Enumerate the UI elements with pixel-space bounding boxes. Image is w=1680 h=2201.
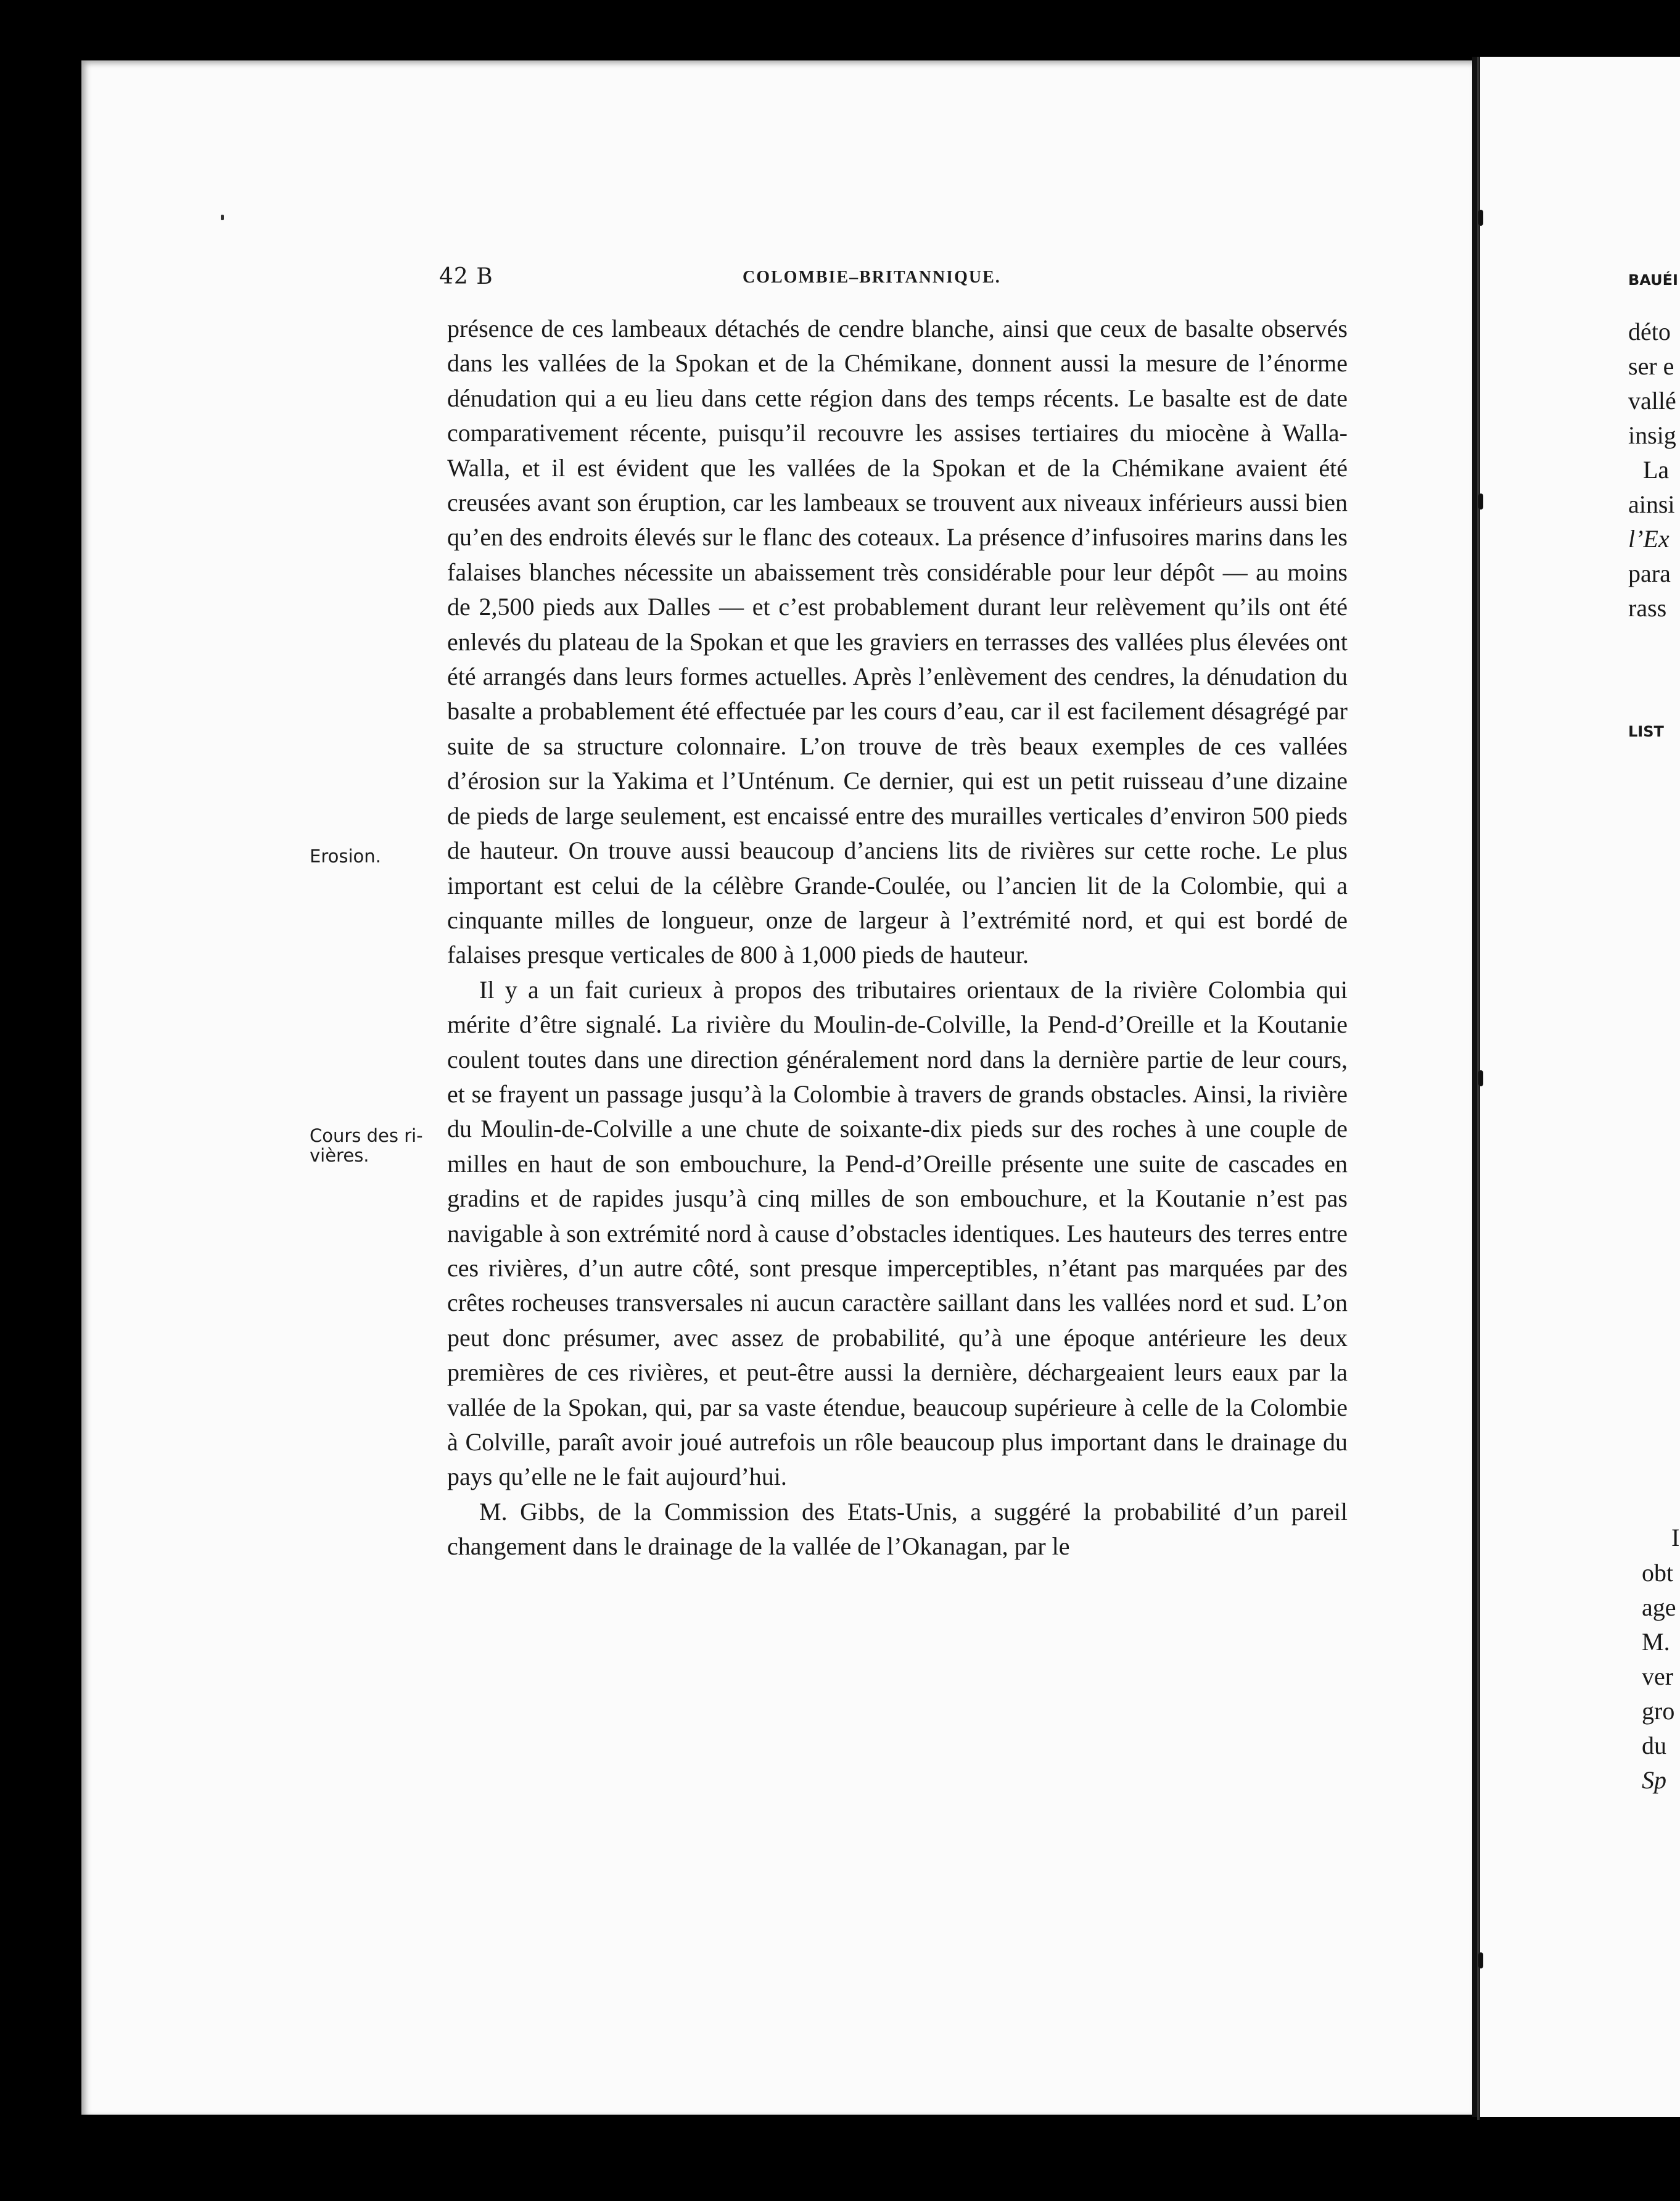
right-page-fragment: insig <box>1628 421 1676 449</box>
right-page-fragment: BAUÉI <box>1628 271 1678 289</box>
right-page-fragment: age <box>1642 1593 1676 1621</box>
right-page-fragment: Sp <box>1642 1766 1666 1794</box>
right-page-fragment: l’Ex <box>1628 525 1670 553</box>
right-page-fragment: para <box>1628 560 1671 587</box>
page-number: 42 B <box>439 264 493 289</box>
ink-speck <box>221 215 224 220</box>
binding-mark <box>1478 493 1483 510</box>
page-edge <box>1472 57 1477 2117</box>
binding-mark <box>1478 1070 1483 1086</box>
right-page-fragment: du <box>1642 1732 1666 1759</box>
right-page-fragment: vallé <box>1628 387 1676 415</box>
right-page-fragment: I <box>1671 1524 1680 1551</box>
right-page-fragment: déto <box>1628 318 1671 345</box>
right-page-fragment: rass <box>1628 594 1667 622</box>
right-page-fragment: obt <box>1642 1559 1674 1587</box>
right-page-fragment: gro <box>1642 1697 1675 1725</box>
binding-mark <box>1478 1952 1483 1968</box>
margin-note-cours-des-rivieres: Cours des ri- vières. <box>310 1125 423 1166</box>
paragraph: présence de ces lambeaux détachés de cendre blanche, ainsi que ceux de basalte observés dans les vallées de la Spokan et de la Chémikane, donnent aussi la mesure de l’énorme dénudation qui a eu lieu dans cette région dans des temps récents. Le basalte est de date comparativement récente, puisqu’il recouvre les assises tertiaires du miocène à Walla-Walla, et il est évident que les vallées de la Spokan et de la Chémikane avaient été creusées avant son éruption, car les lambeaux se trouvent aux niveaux inférieurs aussi bien qu’en des endroits élevés sur le flanc des coteaux. La présence d’infusoires marins dans les falaises blanches nécessite un abaissement très considérable pour leur dépôt — au moins de 2,500 pieds aux Dalles — et c’est probablement durant leur relèvement qu’ils ont été enlevés du plateau de la Spokan et que les graviers en terrasses des vallées plus élevées ont été arrangés dans leurs formes actuelles. Après l’enlèvement des cendres, la dénudation du basalte a probablement été effectuée par les cours d’eau, car il est facilement désagrégé par suite de sa structure colonnaire. L’on trouve de très beaux exemples de ces vallées d’érosion sur la Yakima et l’Unténum. Ce dernier, qui est un petit ruisseau d’une dizaine de pieds de large seulement, est encaissé entre des murailles verticales d’environ 500 pieds de hauteur. On trouve aussi beaucoup d’anciens lits de rivières sur cette roche. Le plus important est celui de la célèbre Grande-Coulée, ou l’ancien lit de la Colombie, qui a cinquante milles de longueur, onze de largeur à l’extrémité nord, et qui est bordé de falaises presque verticales de 800 à 1,000 pieds de hauteur. <box>447 315 1348 969</box>
paragraph: Il y a un fait curieux à propos des tributaires orientaux de la rivière Colombia qui mérite d’être signalé. La rivière du Moulin-de-Colville, la Pend-d’Oreille et la Koutanie coulent toutes dans une direction généralement nord dans la dernière partie de leur cours, et se frayent un passage jusqu’à la Colombie à travers de grands obstacles. Ainsi, la rivière du Moulin-de-Colville a une chute de soixante-dix pieds sur des roches à une couple de milles en haut de son embouchure, la Pend-d’Oreille présente une suite de cascades en gradins et de rapides jusqu’à cinq milles de son embouchure, et la Koutanie n’est pas navigable à son extrémité nord à cause d’obstacles identiques. Les hauteurs des terres entre ces rivières, d’un autre côté, sont presque imperceptibles, n’étant pas marquées par des crêtes rocheuses transversales ni aucun caractère saillant dans les vallées nord et sud. L’on peut donc présumer, avec assez de probabilité, qu’à une époque antérieure les deux premières de ces rivières, et peut-être aussi la dernière, déchargeaient leurs eaux par la vallée de la Spokan, qui, par sa vaste étendue, beaucoup supérieure à celle de la Colombie à Colville, paraît avoir joué autrefois un rôle beaucoup plus important dans le drainage du pays qu’elle ne le fait aujourd’hui. <box>447 975 1348 1491</box>
right-page-fragment: M. <box>1642 1628 1670 1656</box>
right-page-fragment: ainsi <box>1628 490 1675 518</box>
right-page-fragment: ver <box>1642 1662 1674 1690</box>
right-page-fragment: ser e <box>1628 352 1674 380</box>
paragraph: M. Gibbs, de la Commission des Etats-Unis, a suggéré la probabilité d’un pareil changement dans le drainage de la vallée de l’Okanagan, par le <box>447 1497 1348 1561</box>
body-text <box>447 312 1348 1564</box>
gutter-line <box>1477 57 1480 2120</box>
binding-mark <box>1478 210 1483 226</box>
running-head: COLOMBIE–BRITANNIQUE. <box>743 268 1001 287</box>
right-page-fragment: La <box>1643 456 1670 484</box>
margin-note-erosion: Erosion. <box>310 846 381 867</box>
right-page-fragment: LIST <box>1628 723 1664 740</box>
page-header <box>439 264 1352 301</box>
